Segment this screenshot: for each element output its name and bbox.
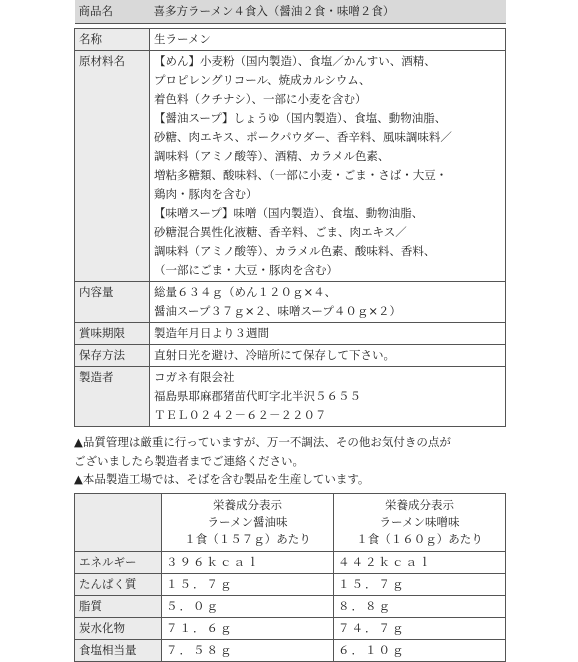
note-line: ▲品質管理は厳重に行っていますが、万一不調法、その他お気付きの点が: [74, 435, 451, 449]
note-line: ▲本品製造工場では、そばを含む製品を生産しています。: [74, 472, 370, 486]
row-value: [150, 282, 506, 323]
row-line: 製造年月日より３週間: [154, 326, 269, 340]
row-line: 福島県耶麻郡猪苗代町字北半沢５６５５: [154, 389, 361, 403]
nutrition-value-shoyu: ７１．６ｇ: [162, 617, 334, 639]
info-row-manufacturer: [75, 367, 506, 427]
row-line: 【めん】小麦粉（国内製造）、食塩／かんすい、酒精、: [154, 54, 436, 68]
nutrition-label: 食塩相当量: [75, 639, 162, 661]
nutrition-label: たんぱく質: [75, 573, 162, 595]
nutrition-value-shoyu: ３９６ｋｃａｌ: [162, 551, 334, 573]
nutrition-value-miso: １５．７ｇ: [334, 573, 506, 595]
info-row-storage: [75, 345, 506, 367]
product-info-table: [74, 0, 506, 427]
row-label: 内容量: [75, 282, 150, 323]
row-value: [150, 367, 506, 427]
row-line: ＴＥＬ０２４２－６２－２２０７: [154, 408, 327, 422]
note-line: ございましたら製造者までご連絡ください。: [74, 453, 304, 468]
product-name-label: 商品名: [75, 0, 150, 24]
product-name-row: [75, 0, 506, 24]
row-line: 調味料（アミノ酸等）、カラメル色素、酸味料、香料、: [154, 244, 436, 258]
product-name-value: 喜多方ラーメン４食入（醤油２食・味噌２食）: [150, 0, 506, 24]
row-line: コガネ有限会社: [154, 370, 235, 384]
row-line: 鶏肉・豚肉を含む）: [154, 187, 258, 201]
row-line: 砂糖混合異性化液糖、香辛料、ごま、肉エキス／: [154, 225, 407, 239]
row-label: 原材料名: [75, 51, 150, 282]
row-label: 製造者: [75, 367, 150, 427]
nutrition-serving: １食（１６０ｇ）あたり: [356, 531, 483, 546]
row-line: 総量６３４ｇ（めん１２０ｇ×４、: [154, 285, 337, 299]
row-line: 醤油スープ３７ｇ×２、味噌スープ４０ｇ×２）: [154, 304, 401, 318]
nutrition-value-shoyu: １５．７ｇ: [162, 573, 334, 595]
nutrition-label: 炭水化物: [75, 617, 162, 639]
row-line: 直射日光を避け、冷暗所にて保存して下さい。: [154, 348, 396, 362]
row-label: 賞味期限: [75, 323, 150, 345]
row-line: プロピレングリコール、焼成カルシウム、: [154, 73, 371, 87]
nutrition-header-miso: [334, 493, 506, 551]
row-line: 【醤油スープ】しょうゆ（国内製造）、食塩、動物油脂、: [154, 111, 447, 125]
row-line: 【味噌スープ】味噌（国内製造）、食塩、動物油脂、: [154, 206, 424, 220]
label-document: [74, 0, 506, 662]
nutrition-header-shoyu: [162, 493, 334, 551]
row-line: 着色料（クチナシ）、一部に小麦を含む）: [154, 92, 367, 106]
nutrition-value-miso: ６．１０ｇ: [334, 639, 506, 661]
row-value: [150, 345, 506, 367]
nutrition-title: 栄養成分表示: [385, 497, 454, 512]
row-label: 保存方法: [75, 345, 150, 367]
info-row-expiry: [75, 323, 506, 345]
nutrition-row-salt: [75, 639, 506, 661]
nutrition-row-energy: [75, 551, 506, 573]
row-value: [150, 323, 506, 345]
nutrition-value-miso: ８．８ｇ: [334, 595, 506, 617]
nutrition-corner: [75, 493, 162, 551]
nutrition-value-shoyu: ５．０ｇ: [162, 595, 334, 617]
nutrition-value-shoyu: ７．５８ｇ: [162, 639, 334, 661]
notes: [74, 433, 506, 489]
nutrition-serving: １食（１５７ｇ）あたり: [184, 531, 311, 546]
info-row-name: [75, 29, 506, 51]
nutrition-value-miso: ４４２ｋｃａｌ: [334, 551, 506, 573]
nutrition-flavor: ラーメン味噌味: [379, 514, 460, 529]
nutrition-label: 脂質: [75, 595, 162, 617]
row-value: [150, 51, 506, 282]
row-line: 増粘多糖類、酸味料、（一部に小麦・ごま・さば・大豆・: [154, 168, 448, 182]
nutrition-title: 栄養成分表示: [213, 497, 282, 512]
nutrition-row-carbs: [75, 617, 506, 639]
row-value: [150, 29, 506, 51]
nutrition-flavor: ラーメン醤油味: [207, 514, 288, 529]
nutrition-header-row: [75, 493, 506, 551]
info-row-ingredients: [75, 51, 506, 282]
row-line: 調味料（アミノ酸等）、酒精、カラメル色素、: [154, 149, 390, 163]
nutrition-value-miso: ７４．７ｇ: [334, 617, 506, 639]
row-line: （一部にごま・大豆・豚肉を含む）: [154, 263, 338, 277]
nutrition-label: エネルギー: [75, 551, 162, 573]
nutrition-table: [74, 493, 506, 662]
nutrition-row-protein: [75, 573, 506, 595]
info-row-content: [75, 282, 506, 323]
row-line: 砂糖、肉エキス、ポークパウダー、香辛料、風味調味料／: [154, 130, 452, 144]
row-line: 生ラーメン: [154, 32, 211, 46]
row-label: 名称: [75, 29, 150, 51]
nutrition-row-fat: [75, 595, 506, 617]
